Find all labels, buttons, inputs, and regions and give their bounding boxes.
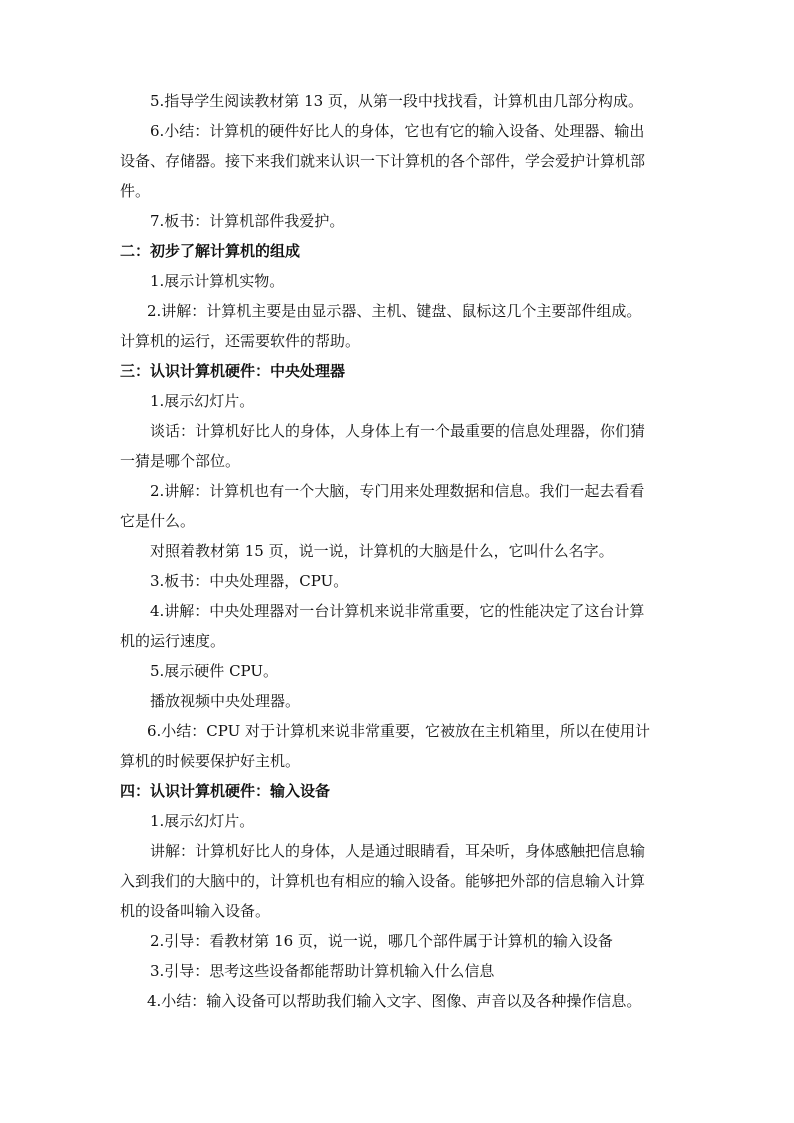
- paragraph-line: 一猜是哪个部位。: [120, 452, 241, 470]
- paragraph-line: 5.展示硬件 CPU。: [150, 662, 279, 680]
- paragraph-line: 对照着教材第 15 页，说一说，计算机的大脑是什么，它叫什么名字。: [150, 542, 614, 560]
- paragraph-line: 5.指导学生阅读教材第 13 页，从第一段中找找看，计算机由几部分构成。: [150, 92, 643, 110]
- paragraph-line: 7.板书：计算机部件我爱护。: [150, 212, 345, 230]
- paragraph-line: 讲解：计算机好比人的身体，人是通过眼睛看，耳朵听，身体感触把信息输: [150, 842, 646, 860]
- paragraph-line: 机的设备叫输入设备。: [120, 902, 271, 920]
- paragraph-line: 设备、存储器。接下来我们就来认识一下计算机的各个部件，学会爱护计算机部: [120, 152, 646, 170]
- paragraph-line: 1.展示计算机实物。: [150, 272, 285, 290]
- paragraph-line: 播放视频中央处理器。: [150, 692, 301, 710]
- paragraph-line: 计算机的运行，还需要软件的帮助。: [120, 332, 361, 350]
- paragraph-line: 件。: [120, 182, 151, 200]
- section-heading: 三：认识计算机硬件：中央处理器: [120, 362, 346, 380]
- section-heading: 四：认识计算机硬件：输入设备: [120, 782, 331, 800]
- paragraph-line: 2.引导：看教材第 16 页，说一说，哪几个部件属于计算机的输入设备: [150, 932, 613, 950]
- section-heading: 二：初步了解计算机的组成: [120, 242, 301, 260]
- paragraph-line: 3.引导：思考这些设备都能帮助计算机输入什么信息: [150, 962, 495, 980]
- paragraph-line: 6.小结：CPU 对于计算机来说非常重要，它被放在主机箱里，所以在使用计: [147, 722, 651, 740]
- lesson-plan-body: [120, 86, 680, 1016]
- paragraph-line: 4.讲解：中央处理器对一台计算机来说非常重要，它的性能决定了这台计算: [150, 602, 645, 620]
- paragraph-line: 2.讲解：计算机主要是由显示器、主机、键盘、鼠标这几个主要部件组成。: [147, 302, 642, 320]
- paragraph-line: 谈话：计算机好比人的身体，人身体上有一个最重要的信息处理器，你们猜: [150, 422, 646, 440]
- paragraph-line: 3.板书：中央处理器，CPU。: [150, 572, 349, 590]
- paragraph-line: 机的运行速度。: [120, 632, 226, 650]
- paragraph-line: 它是什么。: [120, 512, 196, 530]
- paragraph-line: 6.小结：计算机的硬件好比人的身体，它也有它的输入设备、处理器、输出: [150, 122, 645, 140]
- paragraph-line: 算机的时候要保护好主机。: [120, 752, 301, 770]
- paragraph-line: 1.展示幻灯片。: [150, 812, 255, 830]
- paragraph-line: 1.展示幻灯片。: [150, 392, 255, 410]
- paragraph-line: 入到我们的大脑中的，计算机也有相应的输入设备。能够把外部的信息输入计算: [120, 872, 646, 890]
- paragraph-line: 4.小结：输入设备可以帮助我们输入文字、图像、声音以及各种操作信息。: [147, 992, 642, 1010]
- paragraph-line: 2.讲解：计算机也有一个大脑，专门用来处理数据和信息。我们一起去看看: [150, 482, 645, 500]
